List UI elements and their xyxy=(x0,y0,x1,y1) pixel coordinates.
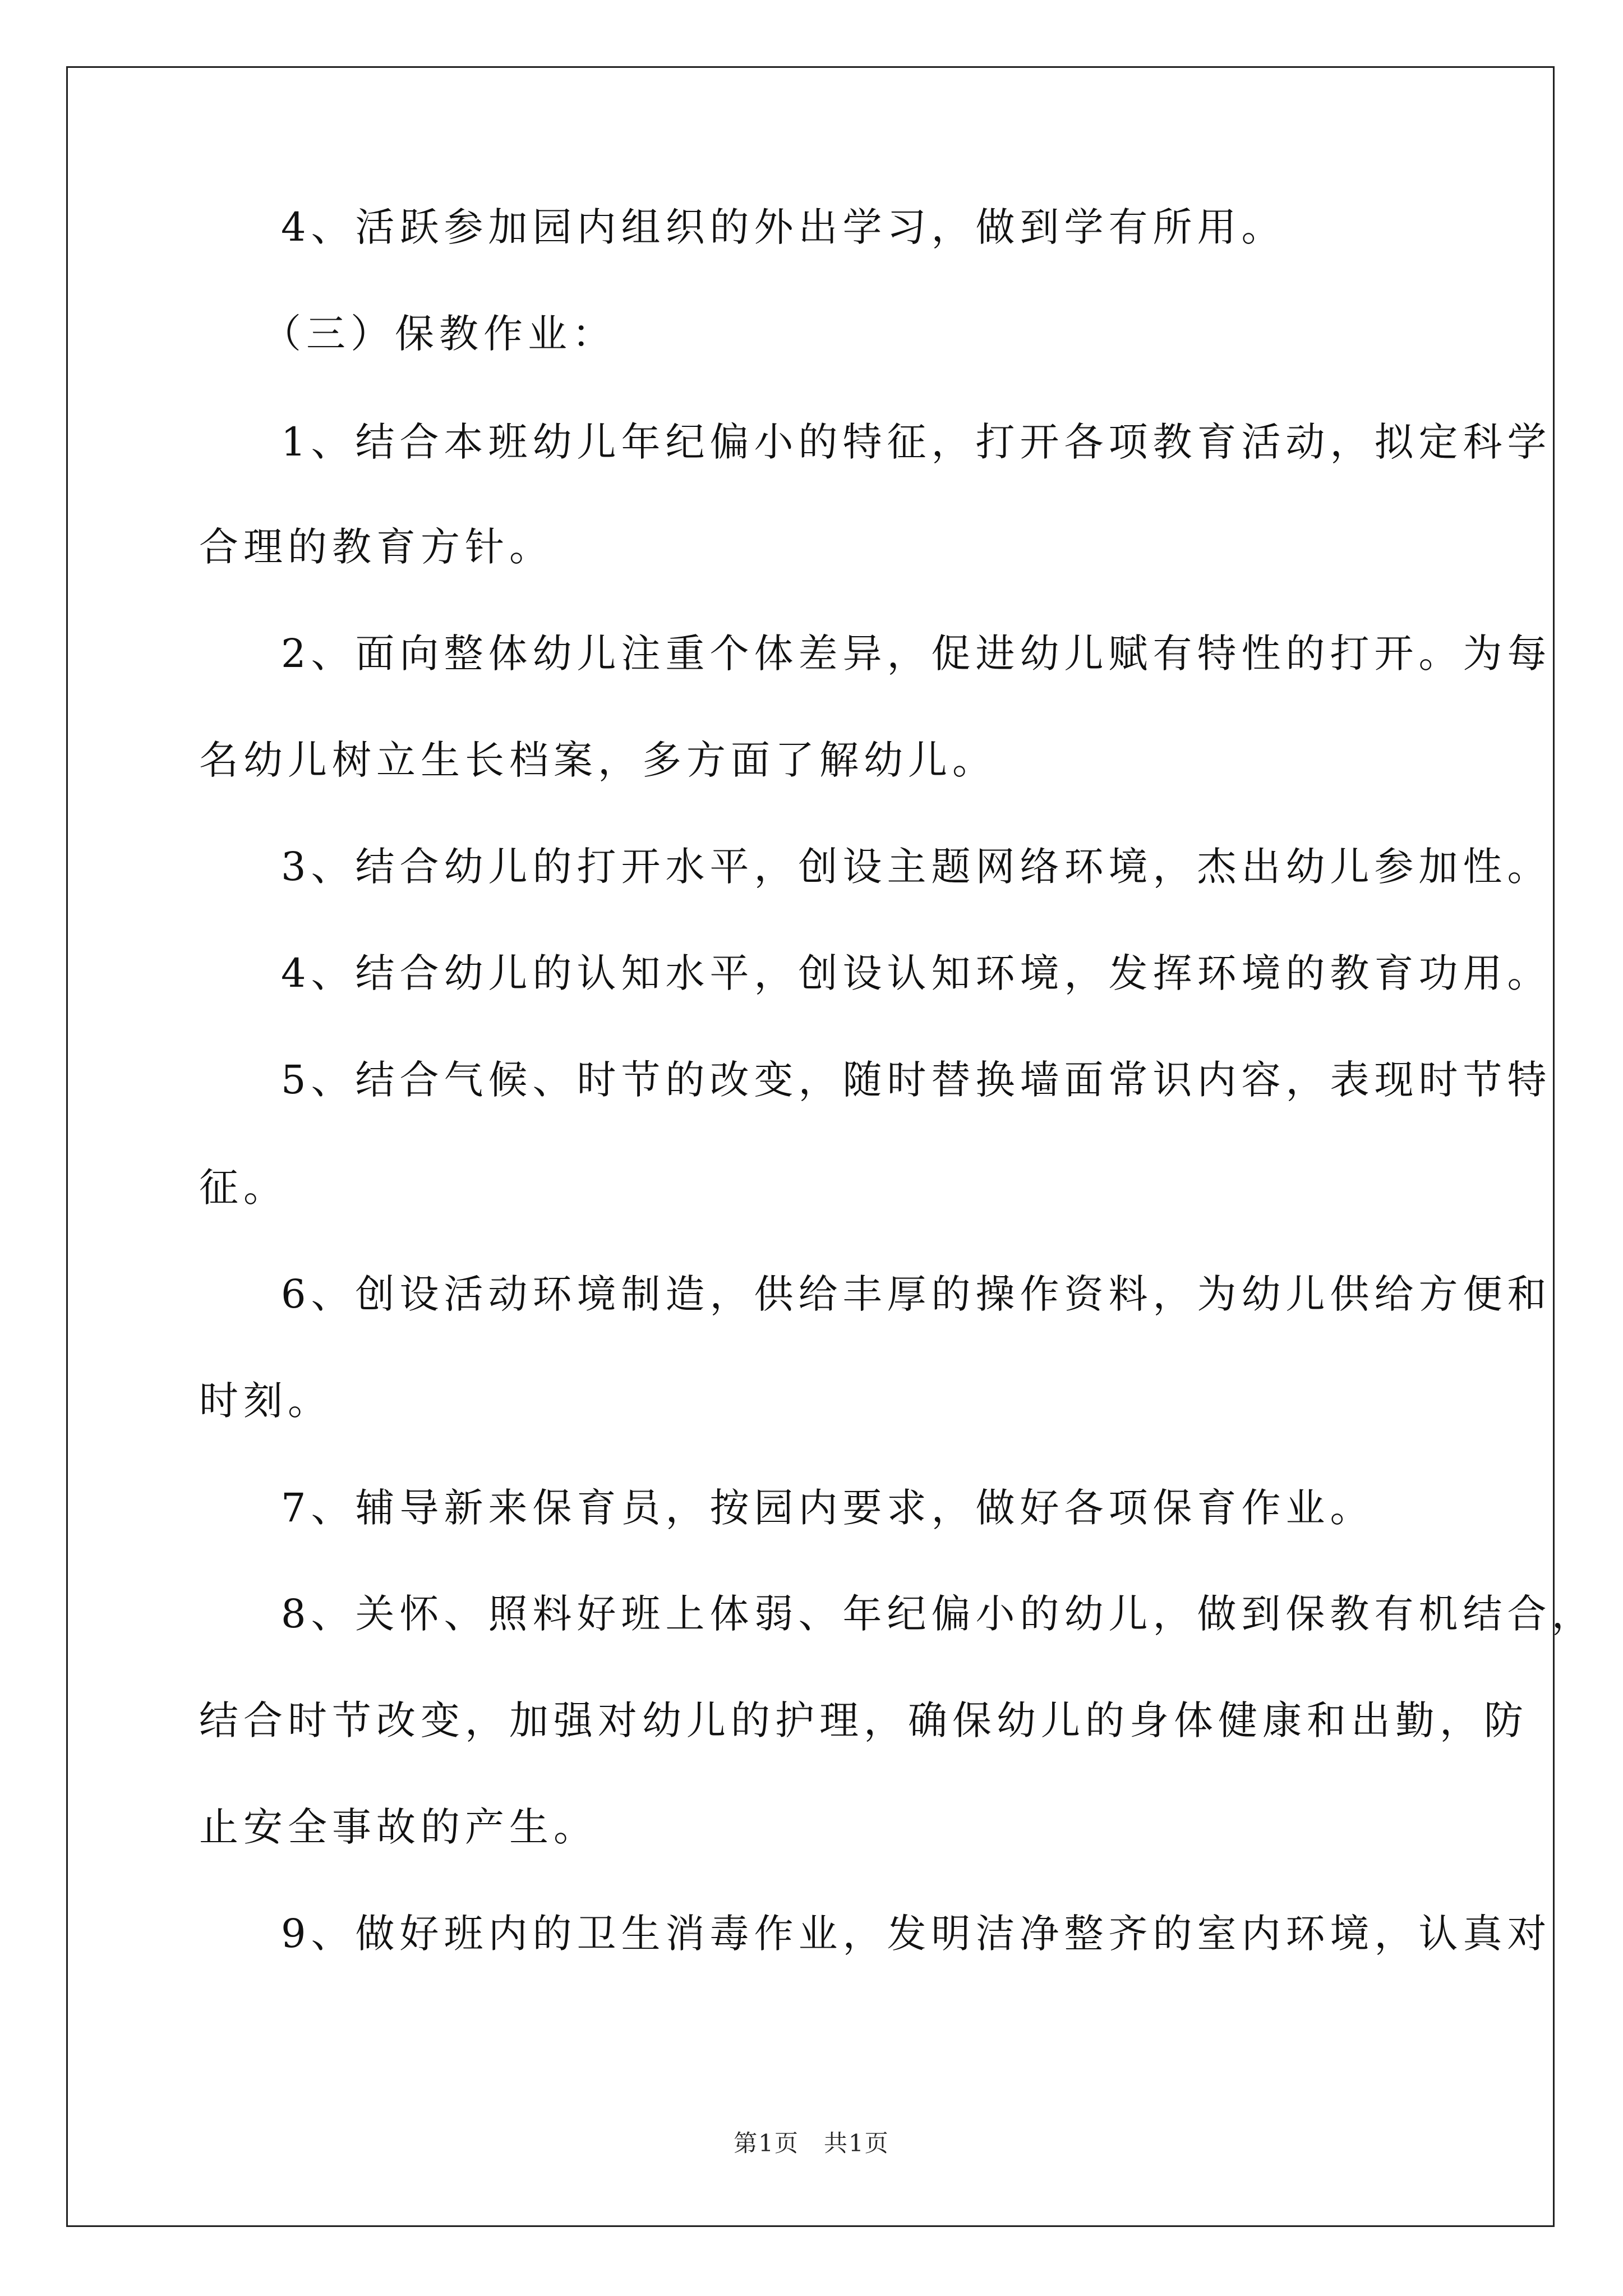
paragraph-line: 2、面向整体幼儿注重个体差异，促进幼儿赋有特性的打开。为每 xyxy=(281,631,1552,677)
paragraph-line: 时刻。 xyxy=(199,1378,332,1424)
paragraph-line: 名幼儿树立生长档案，多方面了解幼儿。 xyxy=(199,737,997,783)
paragraph-line: 5、结合气候、时节的改变，随时替换墙面常识内容，表现时节特 xyxy=(281,1057,1552,1103)
paragraph-line: 征。 xyxy=(199,1165,288,1211)
paragraph-line: 7、辅导新来保育员，按园内要求，做好各项保育作业。 xyxy=(281,1485,1375,1531)
page-number-footer: 第1页 共1页 xyxy=(734,2129,889,2157)
paragraph-line: 3、结合幼儿的打开水平，创设主题网络环境，杰出幼儿参加性。 xyxy=(281,844,1552,890)
paragraph-line: 6、创设活动环境制造，供给丰厚的操作资料，为幼儿供给方便和 xyxy=(281,1271,1552,1317)
page-border xyxy=(66,66,1555,2227)
paragraph-line: 合理的教育方针。 xyxy=(199,524,554,570)
paragraph-line: 9、做好班内的卫生消毒作业，发明洁净整齐的室内环境，认真对 xyxy=(281,1911,1552,1957)
paragraph-line: 1、结合本班幼儿年纪偏小的特征，打开各项教育活动，拟定科学 xyxy=(281,419,1552,465)
paragraph-line: 8、关怀、照料好班上体弱、年纪偏小的幼儿，做到保教有机结合， xyxy=(281,1591,1596,1637)
paragraph-line: 结合时节改变，加强对幼儿的护理，确保幼儿的身体健康和出勤，防 xyxy=(199,1697,1528,1743)
section-heading: （三）保教作业： xyxy=(262,311,616,357)
paragraph-line: 4、活跃参加园内组织的外出学习，做到学有所用。 xyxy=(281,204,1286,250)
paragraph-line: 止安全事故的产生。 xyxy=(199,1804,598,1850)
paragraph-line: 4、结合幼儿的认知水平，创设认知环境，发挥环境的教育功用。 xyxy=(281,950,1552,996)
